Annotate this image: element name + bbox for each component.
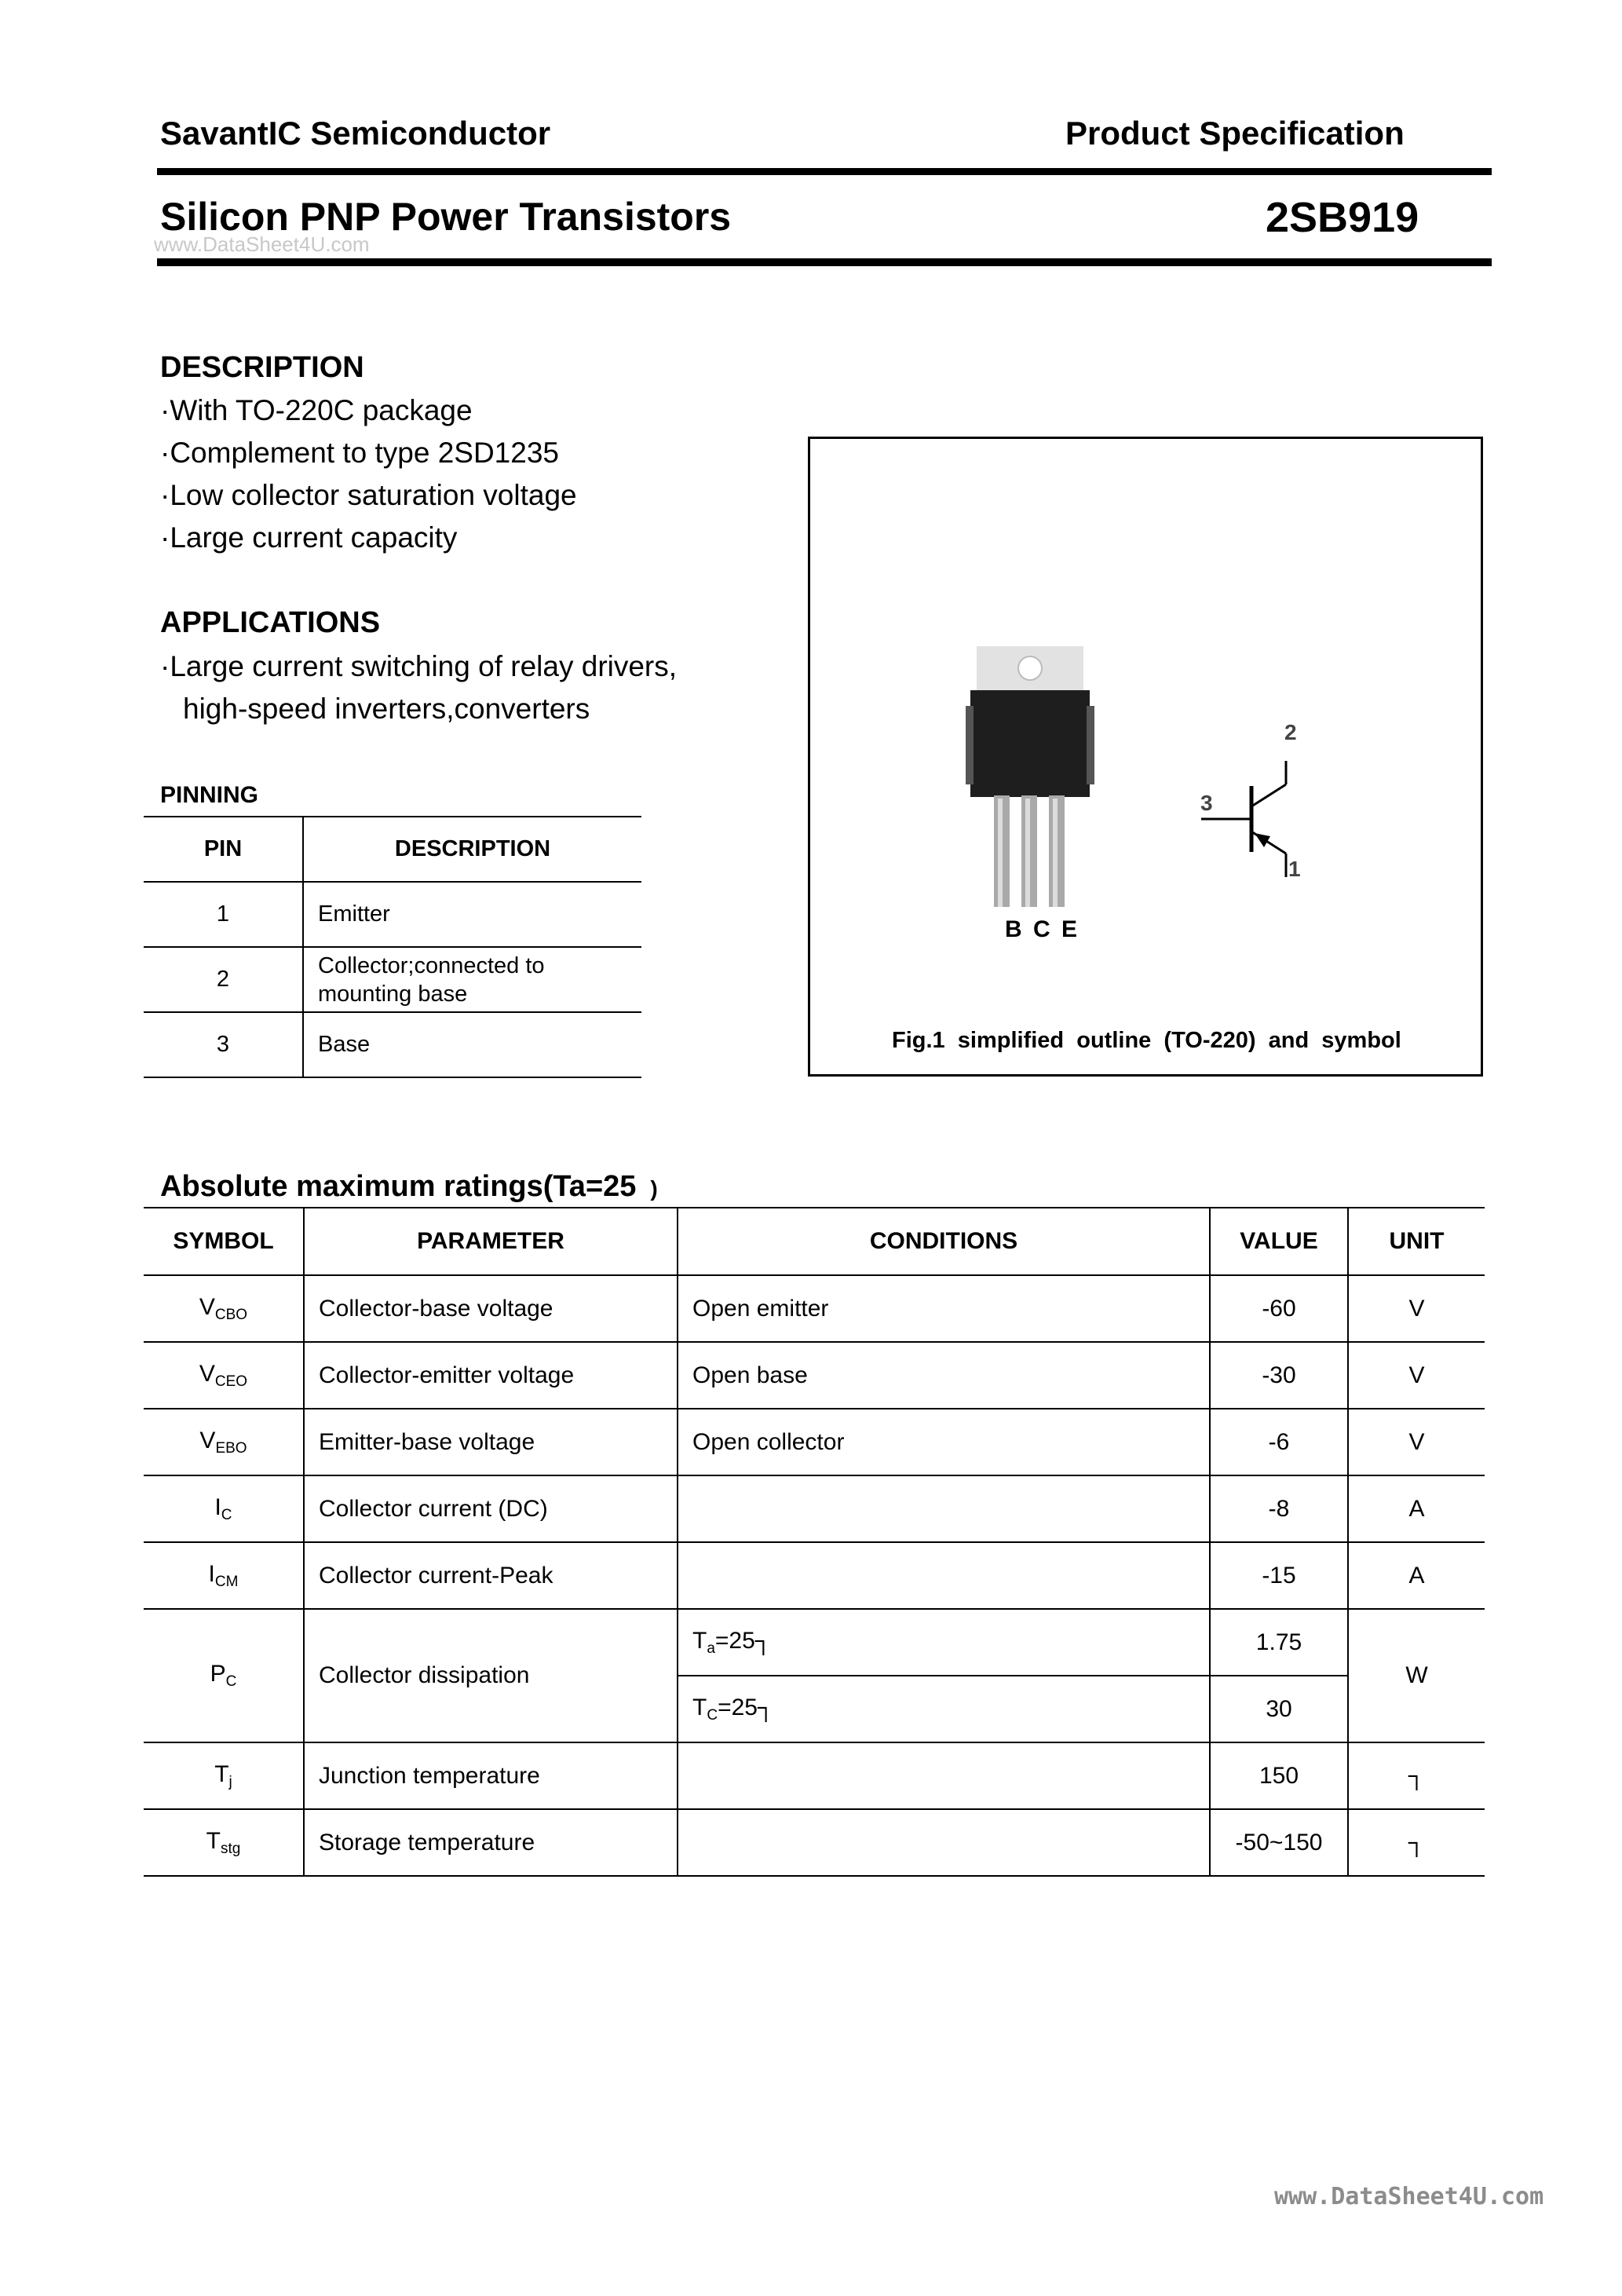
description-item: ·Low collector saturation voltage [160, 479, 577, 511]
parameter-cell: Collector dissipation [304, 1609, 678, 1742]
table-row [144, 1012, 641, 1077]
value-cell: -30 [1210, 1342, 1348, 1409]
pin-description-line: Collector;connected to [318, 952, 545, 978]
ratings-title-suffix: ) [650, 1176, 658, 1201]
value-cell: 150 [1210, 1742, 1348, 1809]
header-rule-bottom [157, 258, 1492, 266]
parameter-cell: Collector-base voltage [304, 1275, 678, 1342]
unit-cell: A [1348, 1542, 1485, 1609]
conditions-cell: Open collector [678, 1409, 1210, 1475]
symbol-cell: $V_{EBO}$ [144, 1409, 304, 1475]
conditions-cell [678, 1809, 1210, 1876]
value-header: VALUE [1210, 1208, 1348, 1275]
unit-cell: A [1348, 1475, 1485, 1542]
parameter-cell: Emitter-base voltage [304, 1409, 678, 1475]
table-row [144, 1609, 1485, 1676]
company-name: SavantIC Semiconductor [160, 115, 551, 152]
pin-number: 1 [144, 882, 303, 947]
parameter-cell: Junction temperature [304, 1742, 678, 1809]
table-header-row [144, 817, 641, 882]
value-cell: -6 [1210, 1409, 1348, 1475]
description-item: ·Large current capacity [160, 521, 458, 554]
description-list [160, 389, 577, 559]
symbol-cell: $I_{CM}$ [144, 1542, 304, 1609]
unit-cell: V [1348, 1275, 1485, 1342]
pin-description-line: mounting base [318, 981, 468, 1007]
parameter-cell: Collector-emitter voltage [304, 1342, 678, 1409]
parameter-cell: Storage temperature [304, 1809, 678, 1876]
parameter-cell: Collector current (DC) [304, 1475, 678, 1542]
table-row [144, 1475, 1485, 1542]
table-row [144, 947, 641, 1012]
symbol-cell: $T_j$ [144, 1742, 304, 1809]
product-family: Silicon PNP Power Transistors [160, 195, 732, 239]
pinning-table [144, 816, 641, 1078]
part-number: 2SB919 [1266, 194, 1419, 241]
conditions-cell [678, 1475, 1210, 1542]
symbol-cell: $T_{stg}$ [144, 1809, 304, 1876]
symbol-emitter-pin: 1 [1288, 857, 1301, 881]
value-cell: 30 [1210, 1676, 1348, 1742]
applications-line-1: ·Large current switching of relay drivers, [160, 650, 678, 682]
description-title: DESCRIPTION [160, 351, 364, 384]
conditions-cell [678, 1742, 1210, 1809]
header-rule-top [157, 168, 1492, 175]
table-row [144, 1275, 1485, 1342]
unit-cell: ┐ [1348, 1742, 1485, 1809]
figure-caption: Fig.1 simplified outline (TO-220) and symbol [892, 1028, 1401, 1053]
watermark-top: www.DataSheet4U.com [154, 232, 370, 256]
table-row [144, 1742, 1485, 1809]
conditions-cell [678, 1542, 1210, 1609]
footer-watermark: www.DataSheet4U.com [1274, 2183, 1544, 2210]
conditions-header: CONDITIONS [678, 1208, 1210, 1275]
symbol-base-pin: 3 [1200, 791, 1213, 815]
description-column-header: DESCRIPTION [303, 817, 641, 882]
pin-column-header: PIN [144, 817, 303, 882]
ratings-title-text: Absolute maximum ratings(Ta=25 [160, 1170, 637, 1203]
pin-description [303, 947, 641, 1012]
table-row [144, 1542, 1485, 1609]
conditions-cell: Open base [678, 1342, 1210, 1409]
lead-labels: B C E [1005, 916, 1080, 942]
pin-description: Base [303, 1012, 641, 1077]
symbol-cell: $P_C$ [144, 1609, 304, 1742]
pin-description: Emitter [303, 882, 641, 947]
doc-type: Product Specification [1065, 115, 1405, 152]
value-cell: -15 [1210, 1542, 1348, 1609]
applications-title: APPLICATIONS [160, 606, 381, 639]
pinning-title: PINNING [160, 782, 259, 808]
symbol-header: SYMBOL [144, 1208, 304, 1275]
symbol-cell: $V_{CBO}$ [144, 1275, 304, 1342]
symbol-cell: $V_{CEO}$ [144, 1342, 304, 1409]
symbol-collector-pin: 2 [1284, 720, 1297, 744]
ratings-title [160, 1170, 658, 1204]
description-item: ·With TO-220C package [160, 394, 473, 426]
to220-package-image [948, 642, 1121, 924]
value-cell: -8 [1210, 1475, 1348, 1542]
ratings-table [144, 1207, 1485, 1877]
table-row [144, 1342, 1485, 1409]
pin-number: 2 [144, 947, 303, 1012]
value-cell: 1.75 [1210, 1609, 1348, 1676]
value-cell: -60 [1210, 1275, 1348, 1342]
conditions-cell: $T_C=25┐$ [678, 1676, 1210, 1742]
conditions-cell: Open emitter [678, 1275, 1210, 1342]
table-row [144, 1809, 1485, 1876]
description-item: ·Complement to type 2SD1235 [160, 437, 559, 469]
unit-cell: ┐ [1348, 1809, 1485, 1876]
parameter-header: PARAMETER [304, 1208, 678, 1275]
unit-header: UNIT [1348, 1208, 1485, 1275]
table-header-row [144, 1208, 1485, 1275]
parameter-cell: Collector current-Peak [304, 1542, 678, 1609]
applications-line-2: high-speed inverters,converters [183, 693, 590, 725]
table-row [144, 1409, 1485, 1475]
conditions-cell: $T_a=25┐$ [678, 1609, 1210, 1676]
unit-cell: V [1348, 1409, 1485, 1475]
value-cell: -50~150 [1210, 1809, 1348, 1876]
table-row [144, 882, 641, 947]
unit-cell: V [1348, 1342, 1485, 1409]
figure-box [808, 437, 1483, 1077]
unit-cell: W [1348, 1609, 1485, 1742]
pin-number: 3 [144, 1012, 303, 1077]
symbol-cell: $I_C$ [144, 1475, 304, 1542]
